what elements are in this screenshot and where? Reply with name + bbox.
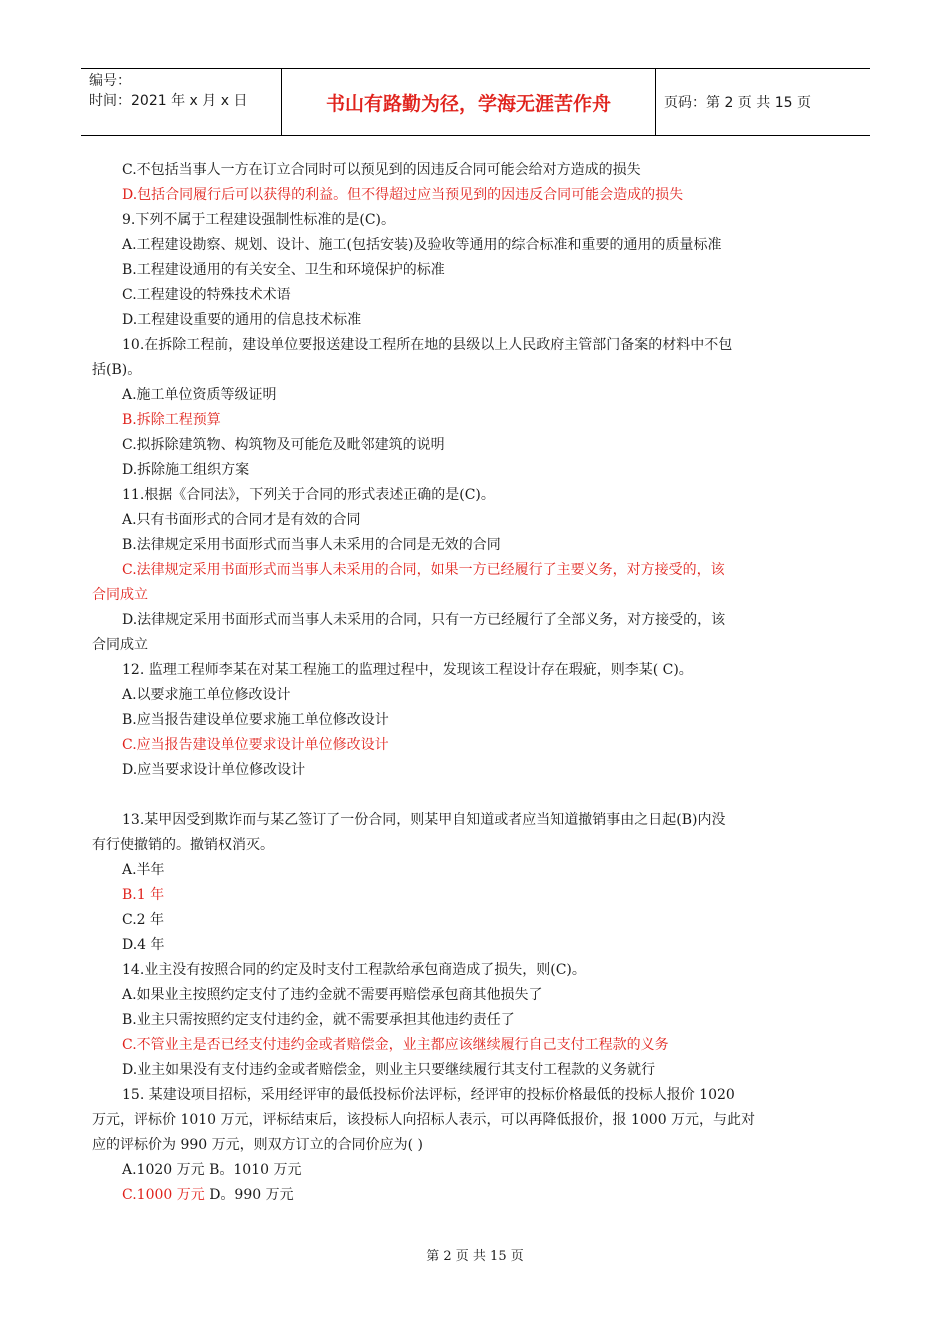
- answer-option: A.只有书面形式的合同才是有效的合同: [122, 512, 361, 528]
- motto: 书山有路勤为径，学海无涯苦作舟: [282, 69, 656, 135]
- answer-option: A.半年: [122, 862, 165, 878]
- answer-option: B.业主只需按照约定支付违约金，就不需要承担其他违约责任了: [122, 1012, 515, 1028]
- question-text-continued: 有行使撤销的。撤销权消灭。: [92, 837, 274, 853]
- correct-answer: C.不管业主是否已经支付违约金或者赔偿金，业主都应该继续履行自己支付工程款的义务: [122, 1037, 669, 1053]
- spacer: [92, 783, 854, 808]
- question-text: 13.某甲因受到欺诈而与某乙签订了一份合同，则某甲自知道或者应当知道撤销事由之日起(B)内没: [122, 812, 726, 828]
- correct-answer: D.包括合同履行后可以获得的利益。但不得超过应当预见到的因违反合同可能会造成的损失: [122, 187, 684, 203]
- page-header: [81, 68, 870, 136]
- answer-option: C.工程建设的特殊技术术语: [122, 287, 291, 303]
- answer-option: C.不包括当事人一方在订立合同时可以预见到的因违反合同可能会给对方造成的损失: [122, 162, 641, 178]
- number-label: 编号：: [89, 73, 131, 89]
- answer-option: D.应当要求设计单位修改设计: [122, 762, 306, 778]
- correct-answer: C.法律规定采用书面形式而当事人未采用的合同，如果一方已经履行了主要义务，对方接受的，该: [122, 562, 725, 578]
- correct-answer-continued: 合同成立: [92, 587, 148, 603]
- page-footer: 第 2 页 共 15 页: [426, 1249, 524, 1264]
- page-info: 页码：第 2 页 共 15 页: [664, 95, 811, 111]
- answer-option: A.施工单位资质等级证明: [122, 387, 277, 403]
- answer-option: D。990 万元: [209, 1187, 294, 1203]
- answer-option: C.拟拆除建筑物、构筑物及可能危及毗邻建筑的说明: [122, 437, 445, 453]
- question-text: 9.下列不属于工程建设强制性标准的是(C)。: [122, 212, 395, 228]
- answer-option: A.1020 万元 B。1010 万元: [122, 1162, 302, 1178]
- question-text: 10.在拆除工程前，建设单位要报送建设工程所在地的县级以上人民政府主管部门备案的材料中不包: [122, 337, 733, 353]
- question-text-continued: 万元，评标价 1010 万元，评标结束后，该投标人向招标人表示，可以再降低报价，报 1000 万元，与此对: [92, 1112, 756, 1128]
- answer-option: B.应当报告建设单位要求施工单位修改设计: [122, 712, 389, 728]
- question-text-continued: 应的评标价为 990 万元，则双方订立的合同价应为( ): [92, 1137, 423, 1153]
- answer-option: B.法律规定采用书面形式而当事人未采用的合同是无效的合同: [122, 537, 501, 553]
- time-label: 时间：2021 年 x 月 x 日: [89, 93, 248, 109]
- answer-option: D.4 年: [122, 937, 165, 953]
- answer-option: D.法律规定采用书面形式而当事人未采用的合同，只有一方已经履行了全部义务，对方接受的，该: [122, 612, 726, 628]
- answer-option: B.工程建设通用的有关安全、卫生和环境保护的标准: [122, 262, 445, 278]
- question-text: 15. 某建设项目招标，采用经评审的最低投标价法评标，经评审的投标价格最低的投标人报价 1020: [122, 1087, 735, 1103]
- correct-answer: B.1 年: [122, 887, 165, 903]
- document-body: [92, 158, 854, 1208]
- question-text: 12. 监理工程师李某在对某工程施工的监理过程中，发现该工程设计存在瑕疵，则李某( C)。: [122, 662, 693, 678]
- answer-option-continued: 合同成立: [92, 637, 148, 653]
- answer-option: D.拆除施工组织方案: [122, 462, 250, 478]
- header-meta: [81, 69, 282, 135]
- correct-answer: C.1000 万元: [122, 1187, 210, 1203]
- answer-option: A.以要求施工单位修改设计: [122, 687, 291, 703]
- question-text: 11.根据《合同法》，下列关于合同的形式表述正确的是(C)。: [122, 487, 495, 503]
- answer-option: C.2 年: [122, 912, 165, 928]
- correct-answer: B.拆除工程预算: [122, 412, 221, 428]
- answer-option: D.工程建设重要的通用的信息技术标准: [122, 312, 362, 328]
- answer-option: D.业主如果没有支付违约金或者赔偿金，则业主只要继续履行其支付工程款的义务就行: [122, 1062, 656, 1078]
- question-text: 14.业主没有按照合同的约定及时支付工程款给承包商造成了损失，则(C)。: [122, 962, 586, 978]
- answer-options-row: [92, 1183, 854, 1208]
- question-text-continued: 括(B)。: [92, 362, 142, 378]
- answer-option: A.工程建设勘察、规划、设计、施工(包括安装)及验收等通用的综合标准和重要的通用的质量标准: [122, 237, 722, 253]
- correct-answer: C.应当报告建设单位要求设计单位修改设计: [122, 737, 389, 753]
- answer-option: A.如果业主按照约定支付了违约金就不需要再赔偿承包商其他损失了: [122, 987, 543, 1003]
